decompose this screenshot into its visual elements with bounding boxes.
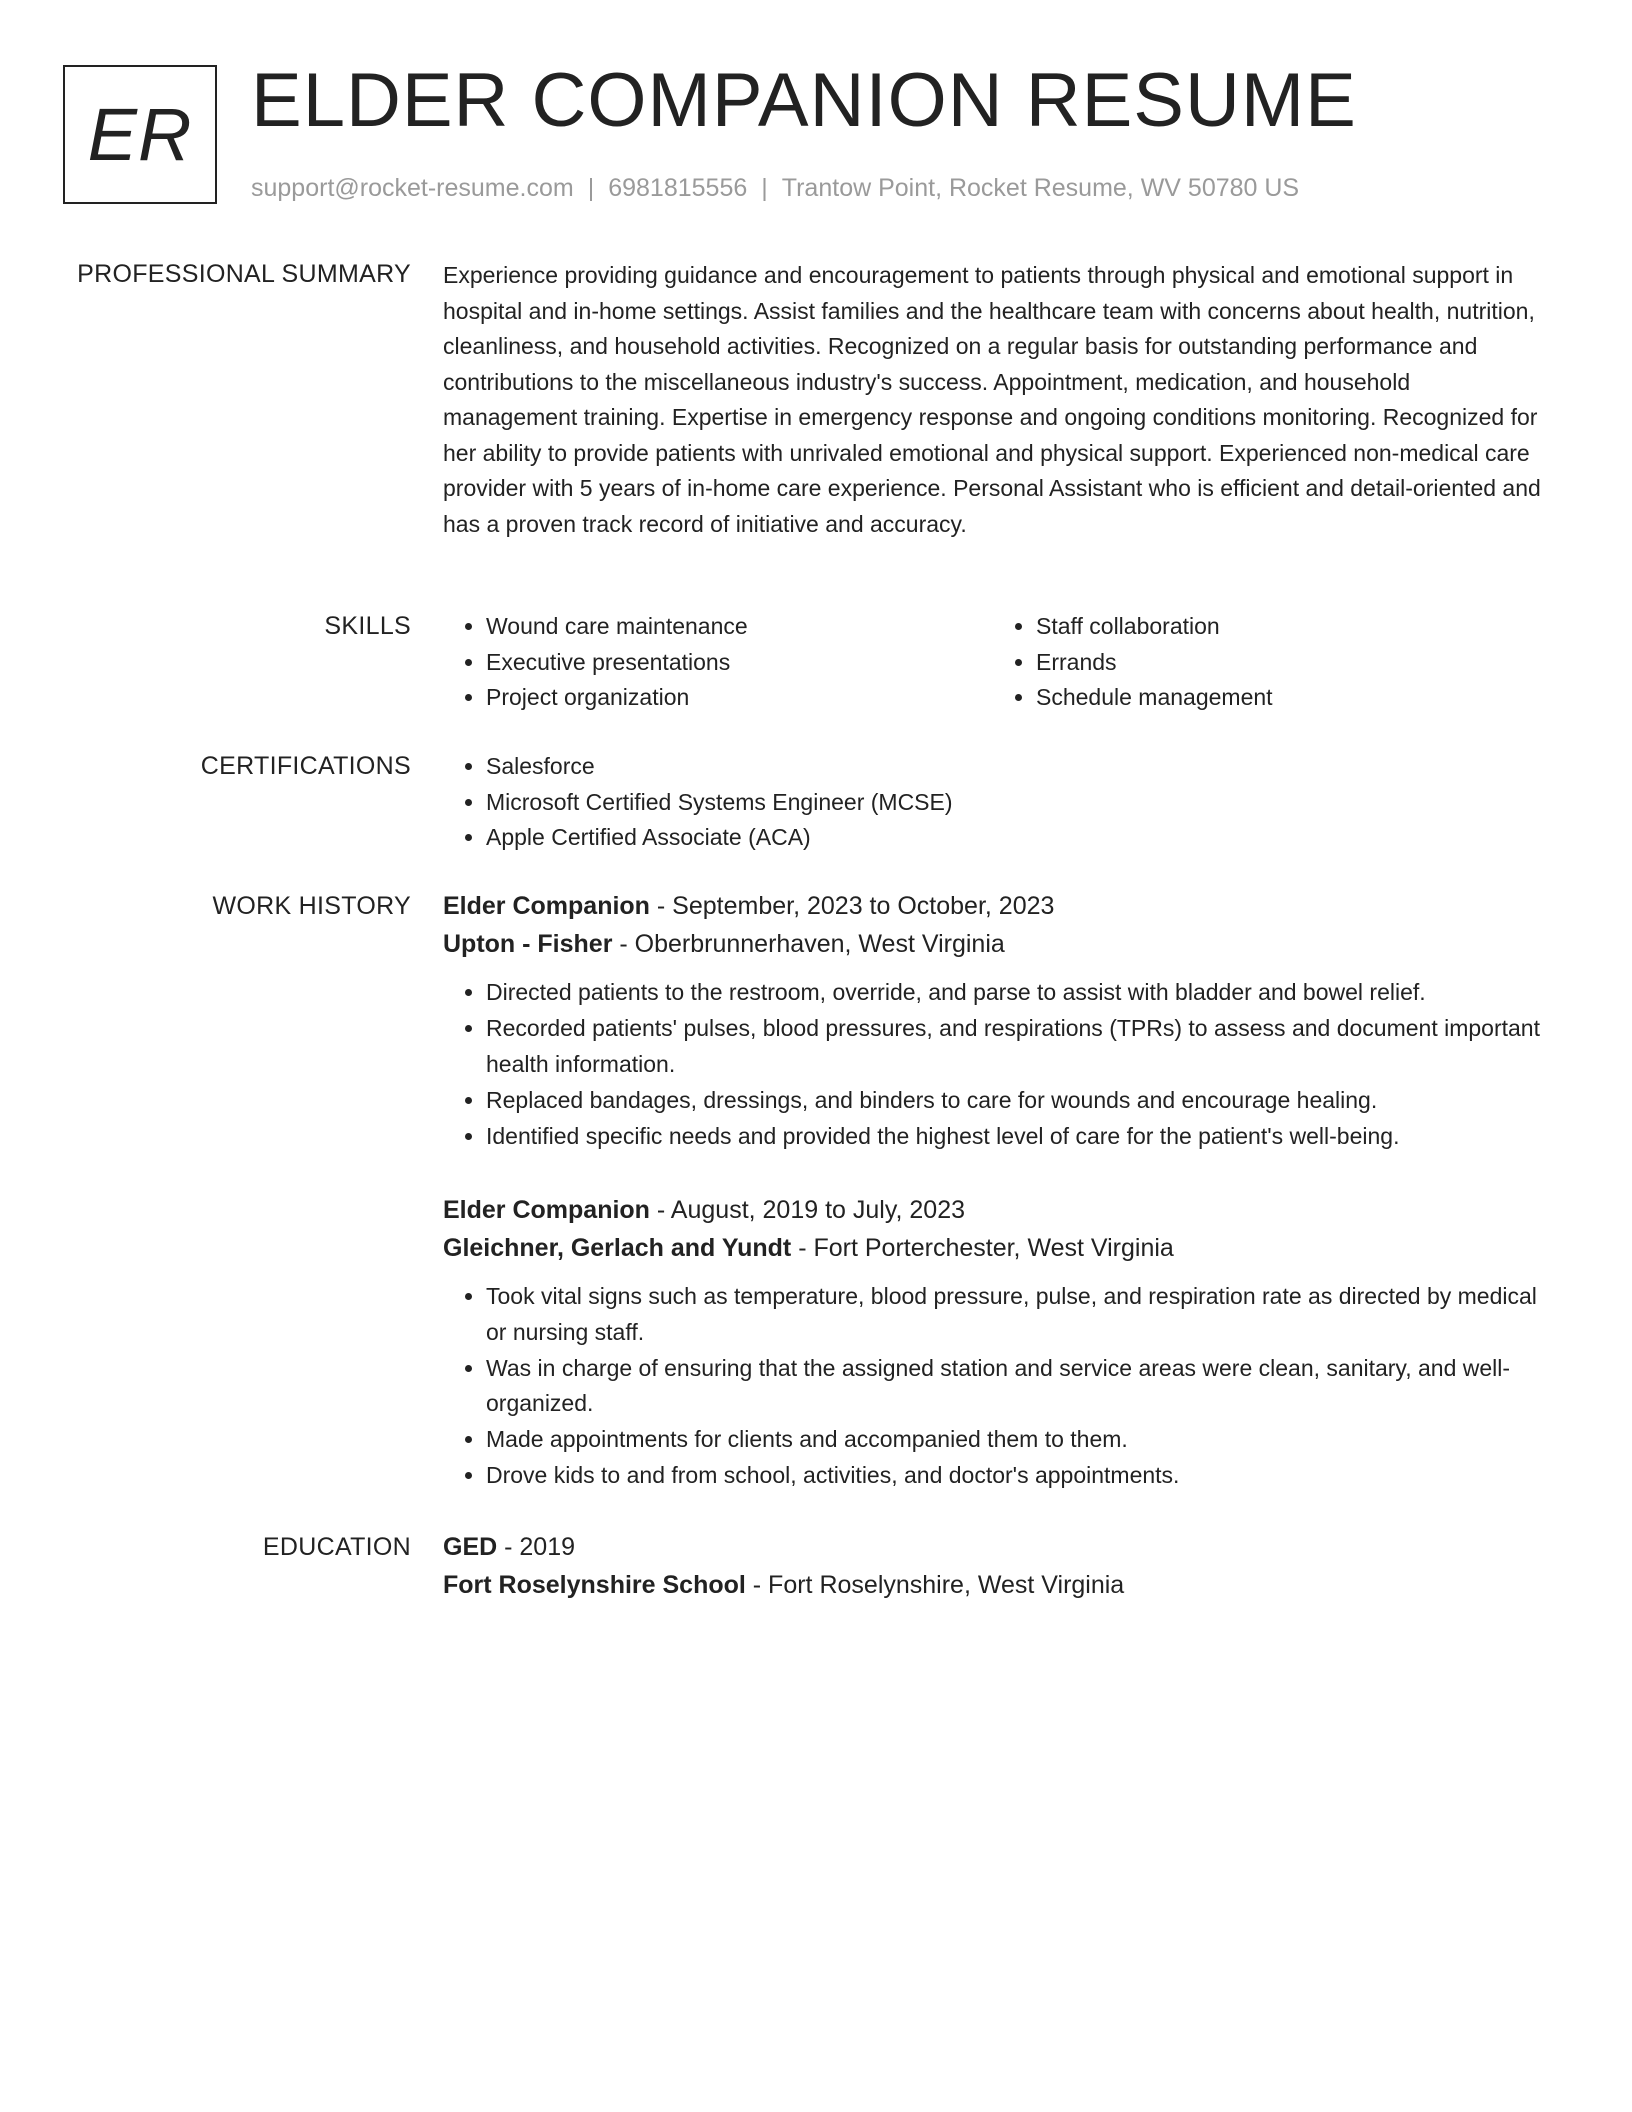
job-bullet: • Drove kids to and from school, activities, and doctor's appointments. (486, 1458, 1543, 1494)
job-title: Elder Companion (443, 892, 650, 920)
separator: | (587, 174, 595, 202)
skills-column-right (993, 609, 1543, 716)
skill-item: • Staff collaboration (1036, 609, 1543, 645)
job-title-line (443, 887, 1543, 925)
section-label-skills: SKILLS (324, 612, 411, 640)
job-location: - Fort Porterchester, West Virginia (791, 1234, 1174, 1262)
job-bullet: • Identified specific needs and provided the highest level of care for the patient's well-being. (486, 1119, 1543, 1155)
job-company-line (443, 1229, 1543, 1267)
education-degree: GED (443, 1533, 498, 1561)
email-link[interactable]: support@rocket-resume.com (251, 174, 574, 202)
section-label-education: EDUCATION (262, 1533, 411, 1561)
skill-item: • Project organization (486, 680, 993, 716)
skill-item: • Wound care maintenance (486, 609, 993, 645)
education-degree-line (443, 1528, 1543, 1566)
certification-item: • Microsoft Certified Systems Engineer (MCSE) (486, 785, 1543, 821)
contact-line (251, 172, 1299, 204)
job-bullet: • Directed patients to the restroom, override, and parse to assist with bladder and bowel relief. (486, 975, 1543, 1011)
job-bullet: • Took vital signs such as temperature, blood pressure, pulse, and respiration rate as directed by medical or nursing staff. (486, 1279, 1543, 1350)
section-label-work-history: WORK HISTORY (212, 892, 411, 920)
job-company-line (443, 925, 1543, 963)
section-label-certifications: CERTIFICATIONS (200, 752, 411, 780)
phone-number: 6981815556 (608, 174, 748, 202)
job-bullet: • Was in charge of ensuring that the assigned station and service areas were clean, sanitary, and well-organized. (486, 1351, 1543, 1422)
job-title: Elder Companion (443, 1196, 650, 1224)
certifications-list (443, 749, 1543, 856)
resume-title: ELDER COMPANION RESUME (251, 58, 1357, 143)
skill-item: • Executive presentations (486, 645, 993, 681)
job-bullet: • Recorded patients' pulses, blood pressures, and respirations (TPRs) to assess and document important health information. (486, 1011, 1543, 1082)
job-company: Upton - Fisher (443, 930, 613, 958)
address: Trantow Point, Rocket Resume, WV 50780 US (781, 174, 1300, 202)
job-bullets (443, 1279, 1543, 1494)
job-dates: - August, 2019 to July, 2023 (649, 1196, 965, 1224)
job-entry (443, 887, 1543, 1155)
job-entry (443, 1191, 1543, 1494)
skills-column-left (443, 609, 993, 716)
skill-item: • Schedule management (1036, 680, 1543, 716)
education-year: - 2019 (497, 1533, 576, 1561)
job-bullet: • Made appointments for clients and accompanied them to them. (486, 1422, 1543, 1458)
job-title-line (443, 1191, 1543, 1229)
certification-item: • Salesforce (486, 749, 1543, 785)
education-location: - Fort Roselynshire, West Virginia (745, 1571, 1125, 1599)
skills-list (443, 609, 1543, 716)
education-school: Fort Roselynshire School (443, 1571, 746, 1599)
job-bullet: • Replaced bandages, dressings, and binders to care for wounds and encourage healing. (486, 1083, 1543, 1119)
skill-item: • Errands (1036, 645, 1543, 681)
monogram: ER (63, 65, 217, 204)
job-location: - Oberbrunnerhaven, West Virginia (612, 930, 1005, 958)
job-company: Gleichner, Gerlach and Yundt (443, 1234, 792, 1262)
education-school-line (443, 1566, 1543, 1604)
separator: | (761, 174, 768, 202)
summary-text: Experience providing guidance and encouragement to patients through physical and emotional support in hospital and in-home settings. Assist families and the healthcare team with concerns about health, nutrition, cleanliness, and household activities. Recognized on a regular basis for outstanding performance and contributions to the miscellaneous industry's success. Appointment, medication, and household management training. Expertise in emergency response and ongoing conditions monitoring. Recognized for her ability to provide patients with unrivaled emotional and physical support. Experienced non-medical care provider with 5 years of in-home care experience. Personal Assistant who is efficient and detail-oriented and has a proven track record of initiative and accuracy. (443, 262, 1541, 537)
job-dates: - September, 2023 to October, 2023 (649, 892, 1055, 920)
job-bullets (443, 975, 1543, 1154)
certification-item: • Apple Certified Associate (ACA) (486, 820, 1543, 856)
education-entry (443, 1528, 1543, 1604)
section-label-summary: PROFESSIONAL SUMMARY (77, 260, 411, 288)
